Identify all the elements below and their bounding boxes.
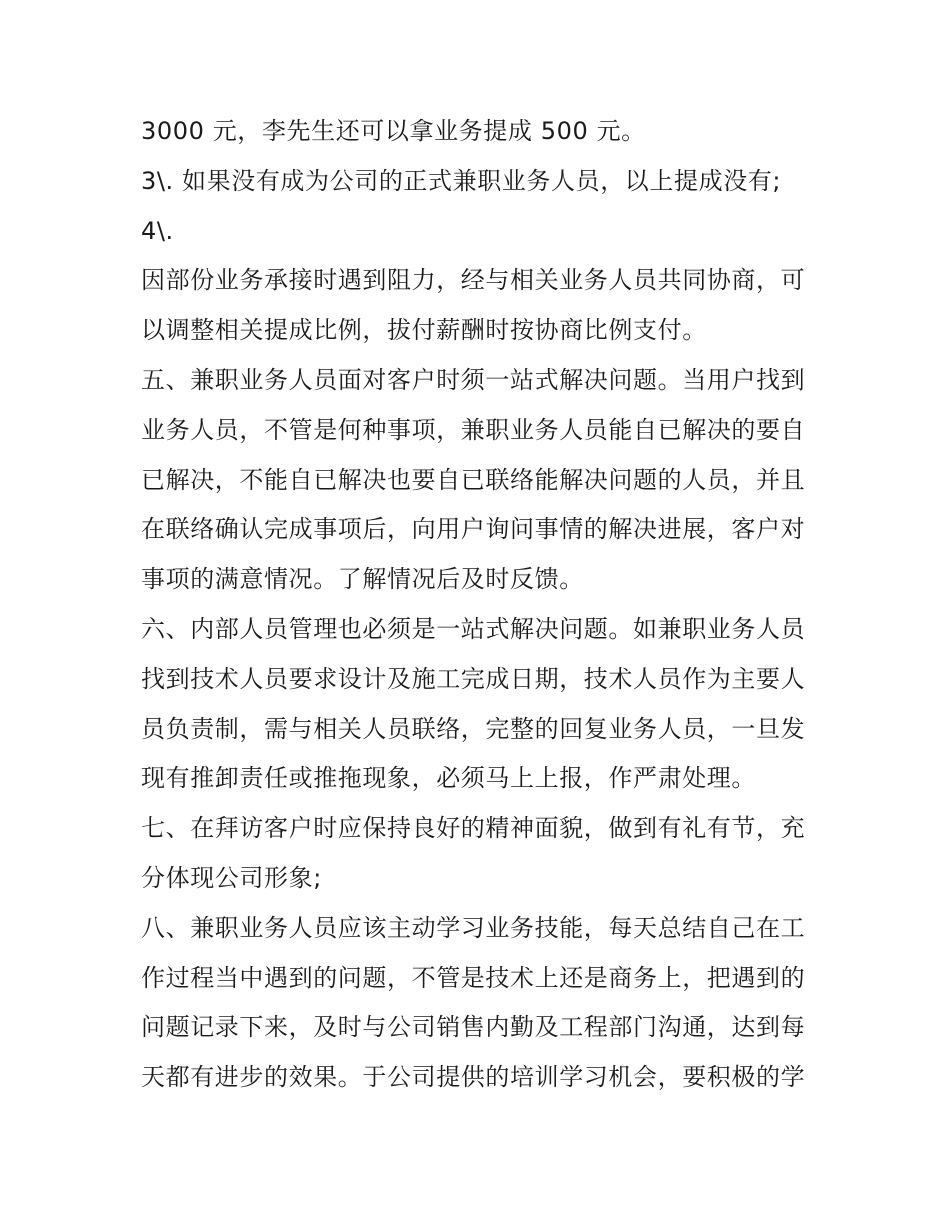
- document-body: [141, 107, 813, 1103]
- text-line: 七、在拜访客户时应保持良好的精神面貌，做到有礼有节，充: [141, 814, 806, 843]
- text-line: 六、内部人员管理也必须是一站式解决问题。如兼职业务人员: [141, 614, 806, 643]
- text-line: 五、兼职业务人员面对客户时须一站式解决问题。当用户找到: [141, 365, 806, 394]
- text-line: 八、兼职业务人员应该主动学习业务技能，每天总结自己在工: [141, 913, 806, 942]
- text-line: 3000 元，李先生还可以拿业务提成 500 元。: [141, 117, 646, 145]
- text-line: 员负责制，需与相关人员联络，完整的回复业务人员，一旦发: [141, 714, 806, 743]
- text-line: 已解决，不能自已解决也要自已联络能解决问题的人员，并且: [141, 465, 806, 494]
- text-line: 3\. 如果没有成为公司的正式兼职业务人员，以上提成没有;: [141, 166, 782, 195]
- text-line: 在联络确认完成事项后，向用户询问事情的解决进展，客户对: [141, 515, 806, 544]
- text-line: 因部份业务承接时遇到阻力，经与相关业务人员共同协商，可: [141, 266, 806, 295]
- text-line: 分体现公司形象;: [141, 863, 322, 892]
- text-line: 找到技术人员要求设计及施工完成日期，技术人员作为主要人: [141, 664, 806, 693]
- text-line: 作过程当中遇到的问题，不管是技术上还是商务上，把遇到的: [141, 963, 806, 992]
- text-line: 问题记录下来，及时与公司销售内勤及工程部门沟通，达到每: [141, 1013, 806, 1042]
- text-line: 业务人员，不管是何种事项，兼职业务人员能自已解决的要自: [141, 415, 806, 444]
- text-line: 事项的满意情况。了解情况后及时反馈。: [141, 565, 584, 594]
- text-line: 天都有进步的效果。于公司提供的培训学习机会，要积极的学: [141, 1063, 806, 1092]
- text-line: 以调整相关提成比例，拔付薪酬时按协商比例支付。: [141, 316, 707, 345]
- text-line: 现有推卸责任或推拖现象，必须马上上报，作严肃处理。: [141, 764, 756, 793]
- text-line: 4\.: [141, 216, 174, 245]
